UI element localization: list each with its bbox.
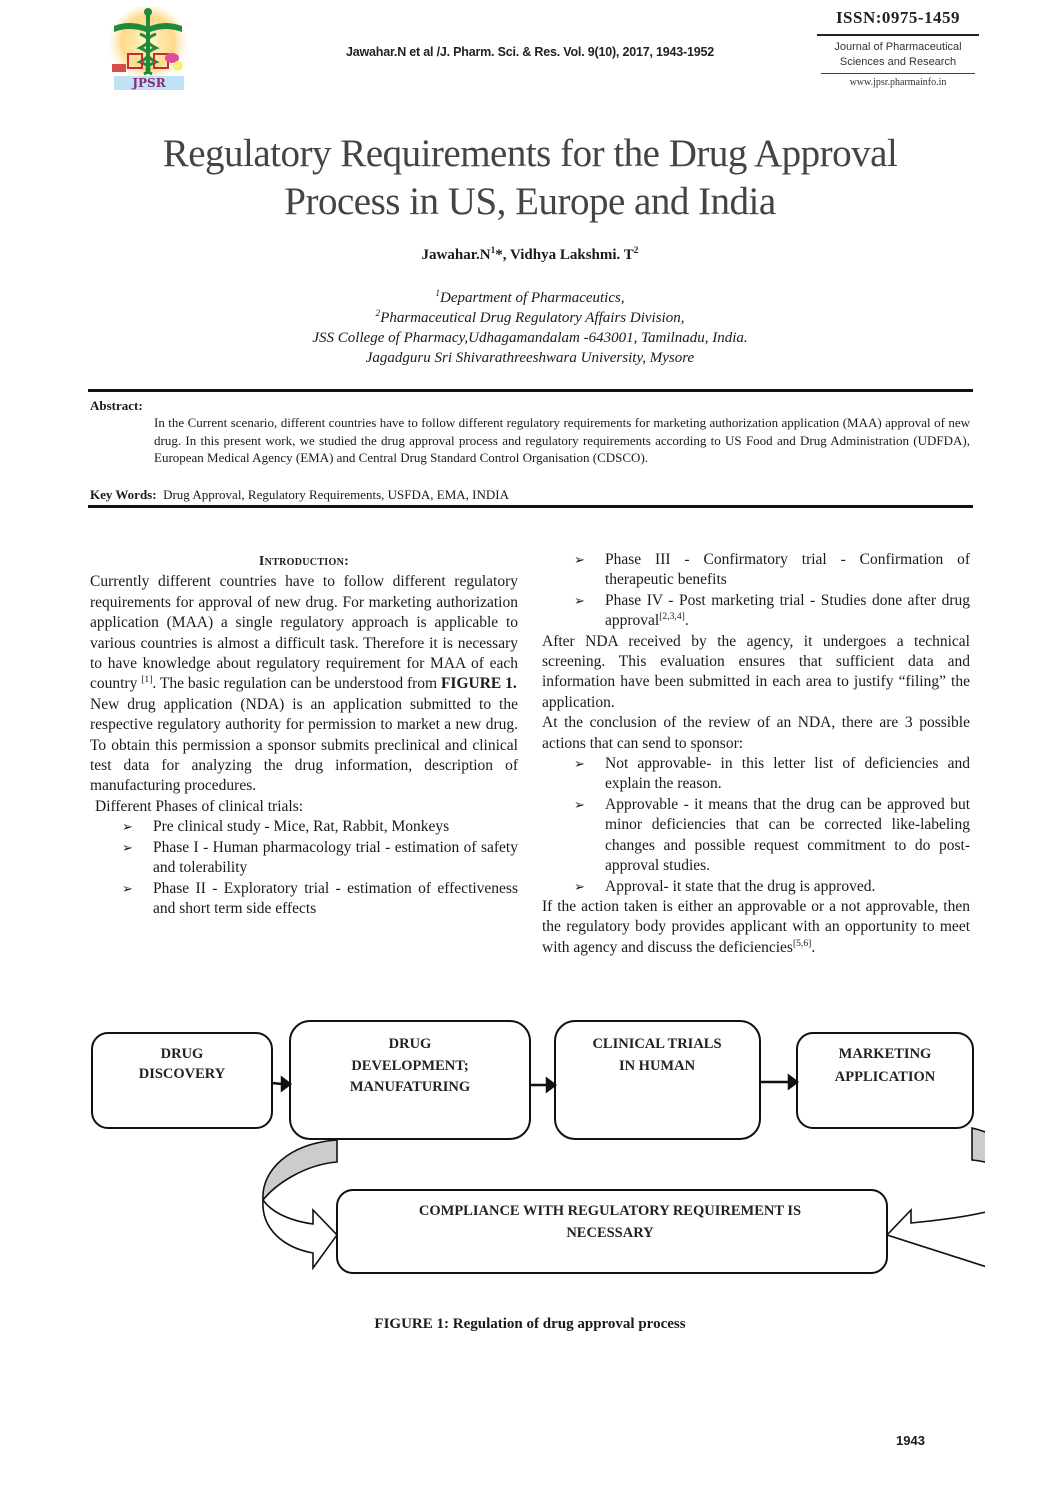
affiliations: [150, 288, 910, 368]
author-name: Jawahar.N: [421, 247, 491, 263]
citation[interactable]: [5,6]: [792, 937, 812, 949]
curved-arrow-left-icon: [263, 1140, 337, 1268]
box-label: APPLICATION: [834, 1069, 936, 1085]
final-paragraph: [542, 897, 970, 958]
running-head: Jawahar.N et al /J. Pharm. Sci. & Res. Vol. 9(10), 2017, 1943-1952: [345, 45, 715, 59]
box-label: MARKETING: [838, 1046, 932, 1062]
journal-masthead: [817, 8, 979, 88]
arrow-1-line: [272, 1083, 282, 1084]
arrow-3-head-icon: [789, 1076, 797, 1088]
punctuation: .: [811, 938, 816, 956]
title-line-1: Regulatory Requirements for the Drug Approval: [162, 132, 898, 175]
issn: ISSN:0975-1459: [835, 8, 961, 27]
list-item: [542, 754, 970, 795]
box-label: DRUG: [160, 1046, 204, 1062]
punctuation: .: [684, 612, 689, 630]
issn-divider: [817, 34, 979, 36]
compliance-label: NECESSARY: [566, 1225, 654, 1241]
intro-paragraph: [90, 572, 518, 694]
affil-sup: 1: [435, 289, 441, 299]
affil-text: Department of Pharmaceutics,: [440, 290, 625, 306]
list-item: [542, 877, 970, 897]
compliance-label: COMPLIANCE WITH REGULATORY REQUIREMENT IS: [418, 1203, 802, 1219]
intro-text: Currently different countries have to follow different regulatory requirements for approval of new drug. For marketing authorization application (MAA) a single regulatory approach is applicable to various countries is almost a difficult task. Therefore it is necessary to have knowledge about regulatory requirement for MAA of each country: [90, 573, 518, 693]
author-list: [200, 247, 860, 264]
affiliation-line: [150, 288, 910, 308]
affiliation-line: [150, 328, 910, 348]
list-item: [542, 550, 970, 591]
arrow-bullet-icon: ➢: [122, 819, 133, 835]
arrow-bullet-icon: ➢: [574, 878, 585, 894]
phases-intro: Different Phases of clinical trials:: [95, 797, 304, 815]
curved-arrow-right-icon: [887, 1128, 985, 1268]
abstract-body: In the Current scenario, different countries have to follow different regulatory requirements for marketing authorization application (MAA) approval of new drug. In this present work, we studied the drug approval process and regulatory requirements according to US Food and Drug Administration (UDFDA), European Medical Agency (EMA) and Central Drug Standard Control Organisation (CDSCO).: [154, 415, 970, 465]
figure-caption: FIGURE 1: Regulation of drug approval process: [374, 1316, 686, 1332]
list-item-text: Phase III - Confirmatory trial - Confirmation of therapeutic benefits: [605, 551, 970, 589]
phases-list-right: [542, 550, 970, 632]
list-item-text: Pre clinical study - Mice, Rat, Rabbit, Monkeys: [153, 818, 450, 836]
keywords-label: Key Words:: [90, 487, 157, 502]
affiliation-line: [150, 308, 910, 328]
author-affil-sup: 1: [490, 246, 496, 256]
list-item-text: Phase I - Human pharmacology trial - estimation of safety and tolerability: [153, 838, 518, 877]
affil-text: Jagadguru Sri Shivarathreeshwara University, Mysore: [365, 350, 695, 366]
conclusion-paragraph: At the conclusion of the review of an NDA, there are 3 possible actions that can send to sponsor:: [542, 714, 970, 752]
list-item-text: Approval- it state that the drug is approved.: [605, 877, 876, 895]
arrow-bullet-icon: ➢: [574, 552, 585, 567]
affil-text: Pharmaceutical Drug Regulatory Affairs Division,: [380, 310, 685, 326]
list-item: [90, 817, 518, 837]
arrow-bullet-icon: ➢: [122, 880, 133, 896]
final-text: If the action taken is either an approvable or a not approvable, then the regulatory body provides applicant with an opportunity to meet with agency and discuss the deficiencies: [542, 897, 970, 956]
title-line-2: Process in US, Europe and India: [284, 180, 776, 223]
list-item-text: Not approvable- in this letter list of deficiencies and explain the reason.: [605, 755, 970, 793]
url-divider: [821, 73, 975, 74]
arrow-2-head-icon: [547, 1079, 555, 1091]
abstract-bottom-rule: [88, 505, 973, 508]
author-name: Vidhya Lakshmi. T: [509, 247, 634, 263]
affiliation-line: [150, 348, 910, 368]
figure-reference[interactable]: FIGURE 1.: [440, 675, 517, 693]
journal-name-line2: Sciences and Research: [839, 56, 957, 68]
list-item-text: Phase II - Exploratory trial - estimation of effectiveness and short term side effects: [153, 879, 518, 917]
journal-logo: [100, 4, 196, 100]
page-number: 1943: [896, 1433, 925, 1448]
arrow-bullet-icon: ➢: [122, 839, 133, 855]
box-label: IN HUMAN: [618, 1058, 696, 1074]
jpsr-caduceus-logo-icon: [100, 4, 196, 100]
affil-sup: 2: [375, 309, 381, 319]
right-column: [542, 550, 970, 958]
citation[interactable]: [2,3,4]: [659, 611, 685, 623]
list-item-text: Approvable - it means that the drug can be approved but minor deficiencies that can be corrected like-labeling changes and possible request commitment to do post-approval studies.: [605, 795, 970, 875]
author-separator: ,: [502, 247, 510, 263]
screening-paragraph: After NDA received by the agency, it undergoes a technical screening. This evaluation ensures that sufficient data and information have been submitted in each area to justify “filing” the application.: [542, 632, 970, 711]
journal-url[interactable]: www.jpsr.pharmainfo.in: [849, 77, 947, 88]
intro-text-cont: . The basic regulation can be understood from: [152, 675, 441, 693]
arrow-bullet-icon: ➢: [574, 592, 585, 608]
box-label: MANUFATURING: [349, 1079, 471, 1095]
nda-paragraph: New drug application (NDA) is an application submitted to the respective regulatory authority for permission to market a new drug. To obtain this permission a sponsor submits preclinical and clinical test data for analyzing the drug information, description of manufacturing procedures.: [90, 695, 518, 795]
list-item: [542, 795, 970, 877]
actions-list: [542, 754, 970, 897]
citation[interactable]: [1]: [141, 674, 153, 686]
arrow-bullet-icon: ➢: [574, 756, 585, 772]
author-affil-sup: 2: [633, 246, 639, 256]
keywords: [90, 487, 970, 503]
abstract-top-rule: [88, 389, 973, 392]
box-label: DISCOVERY: [138, 1066, 226, 1082]
section-heading-introduction: Introduction:: [258, 554, 350, 569]
left-column: [90, 552, 518, 919]
keywords-text: Drug Approval, Regulatory Requirements, USFDA, EMA, INDIA: [163, 487, 509, 502]
arrow-bullet-icon: ➢: [574, 796, 585, 812]
box-label: DRUG: [388, 1036, 432, 1052]
abstract-label: Abstract:: [90, 398, 143, 413]
list-item: [542, 591, 970, 632]
list-item: [90, 879, 518, 920]
svg-text:JPSR: JPSR: [132, 76, 166, 90]
corresponding-mark: *: [495, 247, 503, 263]
list-item: [90, 838, 518, 879]
phases-list-left: [90, 817, 518, 919]
figure-1-flowchart: [85, 1010, 985, 1310]
journal-name-line1: Journal of Pharmaceutical: [834, 41, 962, 53]
affil-text: JSS College of Pharmacy,Udhagamandalam -643001, Tamilnadu, India.: [312, 330, 748, 346]
arrow-1-head-icon: [282, 1078, 290, 1090]
box-label: CLINICAL TRIALS: [592, 1036, 722, 1052]
box-label: DEVELOPMENT;: [351, 1058, 469, 1074]
list-item-text: Phase IV - Post marketing trial - Studies done after drug approval: [605, 591, 970, 630]
article-title: [80, 130, 980, 226]
